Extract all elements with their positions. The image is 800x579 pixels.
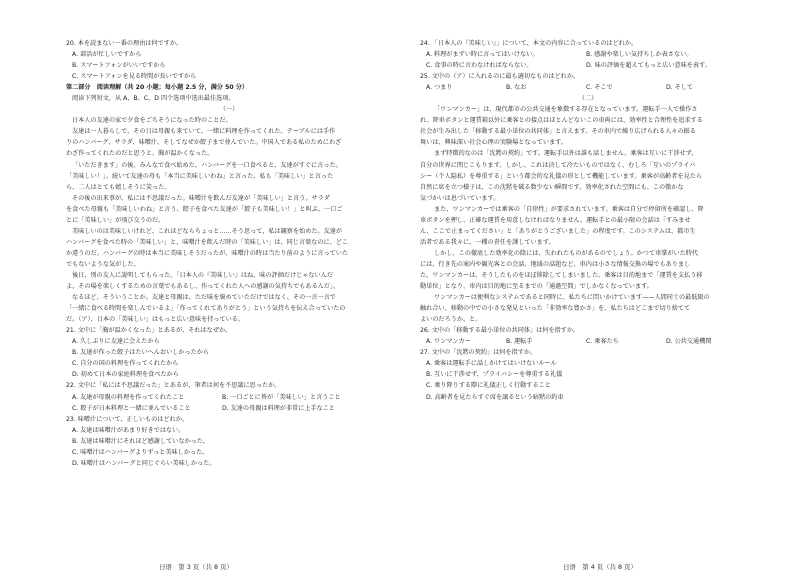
text-line: 自然に席を立つ様子は、この沈黙を破る数少ない瞬間です。効率化された空間にも、この微かな [420, 183, 684, 191]
text-line: 24. 「日本人の『美味しい』」について、本文の内容に合っているのはどれか。 [420, 40, 638, 47]
text-line: 「ワンマンカー」は、現代都市の公共交通を象徴する存在となっています。運転手一人で操作さ [434, 106, 698, 114]
q25-question: 25. 文中の（ア）に入れるのに最も適切なものはどれか。 [420, 73, 580, 81]
text-line: B. スマートフォンがいいですから [72, 62, 166, 70]
text-line: よいのだろうか、と。 [420, 316, 482, 324]
answer-option: A. ワンマンカー [426, 338, 471, 346]
option-row [420, 60, 756, 71]
text-line: だ。（ア）、日本の「美味しい」はもっと広い意味を持っている。 [66, 316, 245, 324]
q25-options [420, 82, 756, 93]
text-line: C. スマートフォンを見る時間が長いですから [72, 73, 197, 81]
text-line: 社会が生み出した「移動する最小単位の共同体」と言えます。その車内で繰り広げられる人々の振る [420, 128, 696, 136]
q24-question [420, 38, 756, 49]
text-line: 22. 文中に「私には不思議だった」とあるが、筆者は何を不思議に思ったか。 [66, 382, 281, 390]
text-line: れ、降車ボタンと運賃箱以外に乗客との接点はほとんどないこの車両には、効率性と合理性を追求する [420, 117, 703, 125]
text-line: た。ワンマンカーは、そうしたものをほぼ排除してしまいました。乗客は目的地まで「運賃を支払う移 [420, 271, 703, 279]
left-page [0, 0, 392, 579]
text-line: 26. 文中の「移動する最小単位の共同体」は何を指すか。 [420, 327, 580, 335]
text-line: A. 久しぶりに友達に会えたから [72, 338, 160, 346]
answer-option: D. そして [666, 84, 694, 92]
answer-option: B. 一口ごとに皆が「美味しい」と言うこと [222, 393, 341, 401]
text-line: 後日、別の友人に説明してもらった。「日本人の『美味しい』はね、味の評価だけじゃないんだ [72, 271, 333, 279]
text-line: 動単位」となり、車内は目的地に至るまでの「通過空間」でしかなくなっています。 [420, 283, 653, 291]
text-line: シー（个人隐私）を尊重する」という都会的な礼儀の形として機能しています。乗客が高齢者を見たら [420, 172, 702, 180]
answer-option: C. そこで [586, 84, 613, 92]
text-line: 触れ合い、移動の中での小さな発見といった「非効率な豊かさ」を、私たちはどこまで切り捨てて [420, 305, 691, 313]
text-line: 日本人の友達の家で夕食をごちそうになった時のことだ。 [72, 117, 232, 125]
text-line: C. 自分の国の料理を作ってくれたから [72, 360, 179, 368]
text-line: か違うのだ。ハンバーグの時は本当に美味しそうだったが、味噌汁の時は当たり前のように言っていた [66, 249, 349, 257]
text-line: 「いただきます」の後、みんなで食べ始めた。ハンバーグを一口食べると、友達がすぐに言った。 [72, 161, 342, 169]
right-page [400, 0, 800, 579]
text-line: ワンマンカーは便利なシステムであると同時に、私たちに問いかけています——人間同士の最低限の [434, 294, 710, 302]
answer-option: D. 公共交通機関 [666, 338, 712, 346]
left-page-footer: 日语 第 3 页（共 8 页） [159, 562, 233, 571]
option-row [66, 392, 392, 403]
text-line: C. 乗り降りする際に礼儀正しく行動すること [426, 382, 551, 390]
text-line: 21. 文中に「胸が温かくなった」とあるが、それはなぜか。 [66, 327, 232, 335]
option-row [420, 49, 756, 60]
text-line: 気づかいは息づいています。 [420, 194, 500, 202]
text-line: 第二部分 阅读理解（共 20 小题；每小题 2.5 分，满分 50 分） [66, 84, 249, 92]
text-line: （一） [219, 106, 239, 114]
q23-block [66, 414, 392, 469]
text-line: 「美味しい！」。続いて友達の母も「本当に美味しいわね」と言った。私も「美味しい」と言った [66, 172, 334, 180]
text-line: その後の出来事が、私には不思議だった。味噌汁を飲んだ友達が「美味しい」と言う。サラダ [72, 194, 330, 202]
answer-option: A. つまり [426, 84, 453, 92]
text-line: 「一緒に食べる時間を楽しんでいるよ」「作ってくれてありがとう」という気持ちを伝え合っていたの [66, 305, 346, 313]
text-line: D. 高齢者を見たらすぐ席を譲るという暗黙の約束 [426, 393, 564, 401]
text-line: ん、ここで止まってください」と「ありがとうございました」の程度です。このシステムは、都市生 [420, 227, 696, 235]
text-line: C. 味噌汁はハンバーグよりずっと美味しかった。 [72, 448, 209, 456]
text-line: 20. 本を読まない一番の理由は何ですか。 [66, 40, 183, 47]
text-line: なるほど、そういうことか。友達と母親は、ただ味を褒めていただけではなく、その一言一言で [72, 294, 336, 302]
answer-option: A. 料理がまずい時に言ってはいけない。 [426, 51, 539, 59]
left-text-block [66, 38, 392, 392]
answer-option: C. 乗客たち [586, 338, 619, 346]
text-line: D. 初めて日本の家庭料理を食べたから [72, 371, 179, 379]
passage-two [420, 93, 756, 336]
answer-option: B. なお [506, 84, 527, 92]
answer-option: C. 餃子が日本料理と一緒に並んでいること [72, 404, 191, 412]
text-line: 自分の世界に閉じこもります。しかし、これは決して冷たいものではなく、むしろ「互いのプライバ [420, 161, 696, 169]
text-line: よ。その場を楽しくするための言葉でもあるし、作ってくれた人への感謝の気持ちでもあるんだ」。 [66, 283, 340, 291]
answer-option: A. 友達が母親の料理を作ってくれたこと [72, 393, 185, 401]
q26-options [420, 336, 756, 347]
text-line: A. 乗客は運転手に話しかけてはいけないルール [426, 360, 557, 368]
text-line: D. 味噌汁はハンバーグと同じぐらい美味しかった。 [72, 459, 216, 467]
text-line: B. 互いに干渉せず、プライバシーを尊重する礼儀 [426, 371, 563, 379]
text-line: わざ作ってくれたのだと思うと、胸が温かくなった。 [66, 150, 214, 158]
text-line: 27. 文中の「沈黙の契約」は何を指すか。 [420, 349, 537, 357]
text-line: 友達は一人暮らしで、その日は母親も来ていて、一緒に料理を作ってくれた。テーブルには手作 [72, 128, 336, 136]
text-line: A. 友達は味噌汁があまり好きではない。 [72, 426, 185, 434]
option-row [66, 403, 392, 414]
text-line: 車ボタンを押し、正確な運賃を用意しなければなりません。運転手との最小限の会話は「すみませ [420, 216, 691, 224]
text-line: ら、二人はとても嬉しそうに笑った。 [66, 183, 171, 191]
text-line: B. 友達は味噌汁にそれほど感謝していなかった。 [72, 437, 210, 445]
q22-options [66, 392, 392, 414]
text-line: とに「美味しい」が飛び交うのだ。 [66, 216, 165, 224]
answer-option: D. 友達の母親は料理が非常に上手なこと [222, 404, 336, 412]
text-line: でもないような気がした。 [66, 260, 140, 268]
text-line: 舞いは、興味深い社会心理の実験場となっています。 [420, 139, 567, 147]
text-line: A. 部活が忙しいですから [72, 51, 142, 59]
text-line: しかし、この徹底した効率化の陰には、失われたものがあるのでしょう。かつて車掌がいた時代 [434, 249, 699, 257]
text-line: 23. 味噌汁について、正しいものはどれか。 [66, 415, 189, 423]
text-line: ハンバーグを食べた時の「美味しい」と、味噌汁を飲んだ時の「美味しい」は、同じ言葉なのに、どこ [66, 238, 349, 246]
answer-option: B. 運転手 [506, 338, 533, 346]
right-page-footer: 日语 第 4 页（共 8 页） [563, 562, 637, 571]
text-line: 阅读下列短文，从 A、B、C、D 四个选项中选出最佳选项。 [72, 95, 235, 103]
text-line: （二） [578, 95, 598, 103]
answer-option: B. 感謝や楽しい気持ちしか表さない。 [586, 51, 693, 59]
text-line: を食べた母親も「美味しいわね」と言う。餃子を食べた友達が「餃子も美味しい！」と叫ぶ。一口ご [66, 205, 343, 213]
text-line: B. 友達が作った餃子はたいへんおいしかったから [72, 349, 210, 357]
text-line: 美味しいのは美味しいけれど、これほどならちょっと……そう思って、私は観察を始めた。友達が [72, 227, 343, 235]
text-line: りのハンバーグ、サラダ、味噌汁、そしてなぜか餃子まで並んでいた。中国人である私のためにわざ [66, 139, 342, 147]
text-line: 活者である我々に、一種の責任を課しています。 [420, 238, 555, 246]
text-line: また、ワンマンカーでは乗客の「自律性」が要求されています。乗客は自分で停留所を確認し、降 [434, 205, 704, 213]
text-line: には、行き先の案内や観光客との会話、地域の話題など、車内は小さな情報交換の場でもありまし [420, 260, 691, 268]
answer-option: D. 味の評価を超えてもっと広い意味を表す。 [586, 62, 711, 70]
answer-option: C. 食事の時に言わなければならない。 [426, 62, 533, 70]
text-line: まず特徴的なのは「沈黙の契約」です。運転手以外は誰も話しません。乗客は互いに干渉せず、 [434, 150, 698, 158]
q27-block [420, 347, 756, 402]
q24-options [420, 49, 756, 71]
